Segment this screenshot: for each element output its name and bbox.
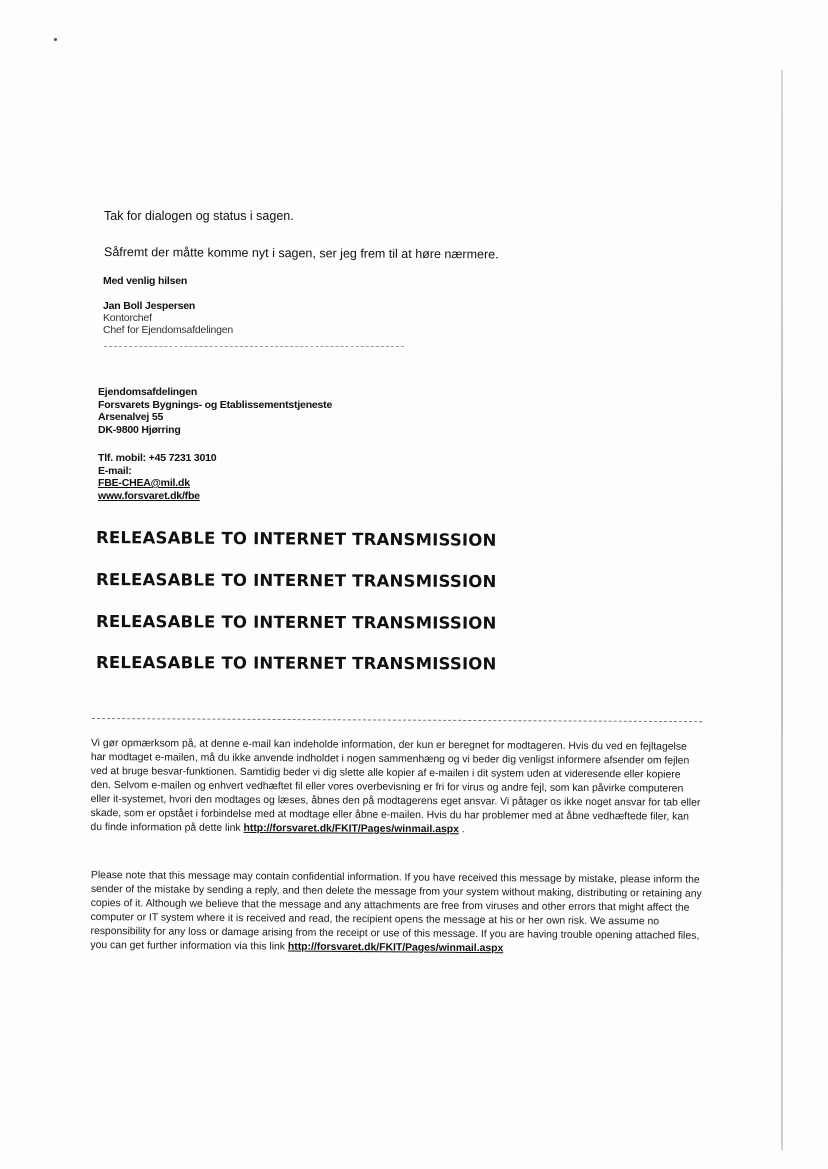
address-org: Forsvarets Bygnings- og Etablissementstjeneste [98, 398, 333, 411]
page-edge-shadow [781, 70, 783, 1150]
disclaimer-english-text: Please note that this message may contain confidential information. If you have received this message by mistake, please inform the sender of the mistake by sending a reply, and then delete the message from your system without making, distributing or retaining any copies of it. Although we believe that the message and any attachments are free from viruses and other errors that might affect the computer or IT system where it is received and read, the recipient opens the message at his or her own risk. We assume no responsibility for any loss or damage arising from the receipt or use of this message. If you are having trouble opening attached files, you can get further information via this link [90, 869, 702, 953]
disclaimer-danish-text: Vi gør opmærksom på, at denne e-mail kan indeholde information, der kun er beregnet for modtageren. Hvis du ved en fejltagelse har modtaget e-mailen, må du ikke anvende indholdet i nogen sammenhæng og vi beder dig venligst informere afsender om fejlen ved at bruge besvar-funktionen. Samtidig beder vi dig slette alle kopier af e-mailen i dit system uden at videresende eller kopiere den. Selvom e-mailen og enhvert vedhæftet fil eller vores overbevisning er fri for virus og andre fejl, som kan påvirke computeren eller it-systemet, hvori den modtages og læses, åbnes den på modtagerens eget ansvar. Vi påtager os ikke noget ansvar for tab eller skade, som er opstået i forbindelse med at modtage eller åbne e-mailen. Hvis du har problemer med at åbne vedhæftede filer, kan du finde information på dette link [90, 738, 701, 834]
scan-speck [54, 38, 57, 41]
address-street: Arsenalvej 55 [98, 411, 164, 423]
releasable-banner: RELEASABLE TO INTERNET TRANSMISSION [95, 653, 497, 674]
disclaimer-divider [92, 718, 702, 722]
greeting-line-2: Såfremt der måtte komme nyt i sagen, ser jeg frem til at høre nærmere. [103, 245, 499, 262]
signature-block [103, 300, 233, 336]
contact-web-link[interactable]: www.forsvaret.dk/fbe [98, 489, 200, 502]
contact-email-label: E-mail: [98, 464, 132, 477]
signature-role: Chef for Ejendomsafdelingen [103, 324, 234, 336]
address-city: DK-9800 Hjørring [98, 423, 181, 436]
contact-block [98, 452, 216, 502]
signature-name: Jan Boll Jespersen [103, 300, 196, 312]
contact-phone: Tlf. mobil: +45 7231 3010 [98, 452, 217, 464]
disclaimer-danish-link[interactable]: http://forsvaret.dk/FKIT/Pages/winmail.aspx [243, 822, 459, 836]
disclaimer-english [90, 869, 703, 958]
disclaimer-danish [90, 737, 703, 839]
disclaimer-english-link[interactable]: http://forsvaret.dk/FKIT/Pages/winmail.aspx [287, 941, 504, 955]
disclaimer-danish-tail: . [458, 824, 465, 836]
signature-divider [104, 346, 404, 347]
signature-title: Kontorchef [103, 312, 152, 324]
contact-email-line [98, 465, 216, 490]
address-dept: Ejendomsafdelingen [98, 386, 198, 398]
contact-email-link[interactable]: FBE-CHEA@mil.dk [98, 477, 190, 489]
releasable-banner: RELEASABLE TO INTERNET TRANSMISSION [95, 612, 497, 633]
address-block [98, 386, 332, 436]
closing-salutation: Med venlig hilsen [103, 275, 188, 287]
releasable-banner: RELEASABLE TO INTERNET TRANSMISSION [95, 528, 497, 550]
releasable-banner: RELEASABLE TO INTERNET TRANSMISSION [95, 570, 497, 592]
greeting-line-1: Tak for dialogen og status i sagen. [104, 209, 294, 223]
